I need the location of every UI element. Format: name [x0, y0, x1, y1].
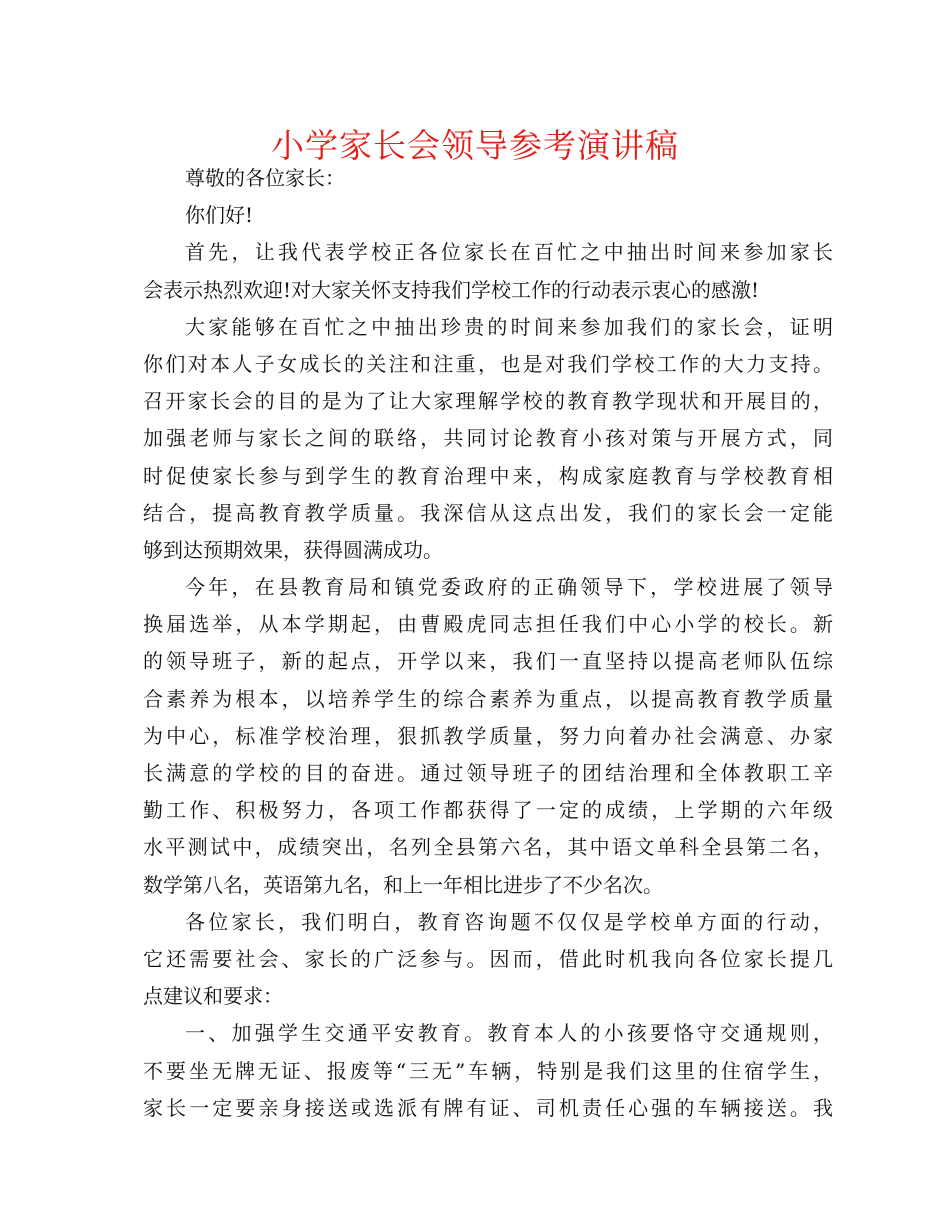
text-line: 今年，在县教育局和镇党委政府的正确领导下，学校进展了领导 — [185, 575, 833, 600]
text-line: 为中心，标准学校治理，狠抓教学质量，努力向着办社会满意、办家 — [143, 723, 833, 748]
document-body — [143, 160, 833, 1127]
text-line: 它还需要社会、家长的广泛参与。因而，借此时机我向各位家长提几 — [143, 946, 833, 971]
text-line: 合素养为根本，以培养学生的综合素养为重点，以提高教育教学质量 — [143, 686, 833, 711]
text-line: 不要坐无牌无证、报废等“三无”车辆，特别是我们这里的住宿学生， — [143, 1058, 833, 1083]
text-line: 数学第八名，英语第九名，和上一年相比进步了不少名次。 — [143, 872, 663, 897]
text-line: 你们好! — [185, 203, 254, 228]
text-line: 结合，提高教育教学质量。我深信从这点出发，我们的家长会一定能 — [143, 500, 833, 525]
text-line: 大家能够在百忙之中抽出珍贵的时间来参加我们的家长会，证明 — [185, 314, 833, 339]
text-line: 长满意的学校的目的奋进。通过领导班子的团结治理和全体教职工辛 — [143, 761, 833, 785]
text-line: 各位家长，我们明白，教育咨询题不仅仅是学校单方面的行动， — [185, 909, 833, 934]
document-title: 小学家长会领导参考演讲稿 — [271, 126, 679, 165]
text-line: 勤工作、积极努力，各项工作都获得了一定的成绩，上学期的六年级 — [143, 798, 833, 823]
text-line: 首先，让我代表学校正各位家长在百忙之中抽出时间来参加家长 — [185, 240, 833, 265]
text-line: 召开家长会的目的是为了让大家理解学校的教育教学现状和开展目的， — [143, 389, 833, 414]
text-line: 你们对本人子女成长的关注和注重，也是对我们学校工作的大力支持。 — [143, 351, 833, 376]
text-line: 的领导班子，新的起点，开学以来，我们一直坚持以提高老师队伍综 — [143, 649, 833, 674]
text-line: 尊敬的各位家长： — [185, 166, 345, 190]
text-line: 够到达预期效果，获得圆满成功。 — [143, 537, 443, 562]
text-line: 换届选举，从本学期起，由曹殿虎同志担任我们中心小学的校长。新 — [143, 612, 833, 637]
text-line: 加强老师与家长之间的联络，共同讨论教育小孩对策与开展方式，同 — [143, 426, 833, 451]
text-line: 家长一定要亲身接送或选派有牌有证、司机责任心强的车辆接送。我 — [143, 1095, 833, 1120]
text-line: 一、加强学生交通平安教育。教育本人的小孩要恪守交通规则， — [185, 1021, 833, 1046]
text-line: 时促使家长参与到学生的教育治理中来，构成家庭教育与学校教育相 — [143, 463, 833, 488]
text-line: 会表示热烈欢迎!对大家关怀支持我们学校工作的行动表示衷心的感激! — [143, 277, 760, 302]
text-line: 水平测试中，成绩突出，名列全县第六名，其中语文单科全县第二名， — [143, 835, 833, 860]
text-line: 点建议和要求： — [143, 984, 283, 1009]
